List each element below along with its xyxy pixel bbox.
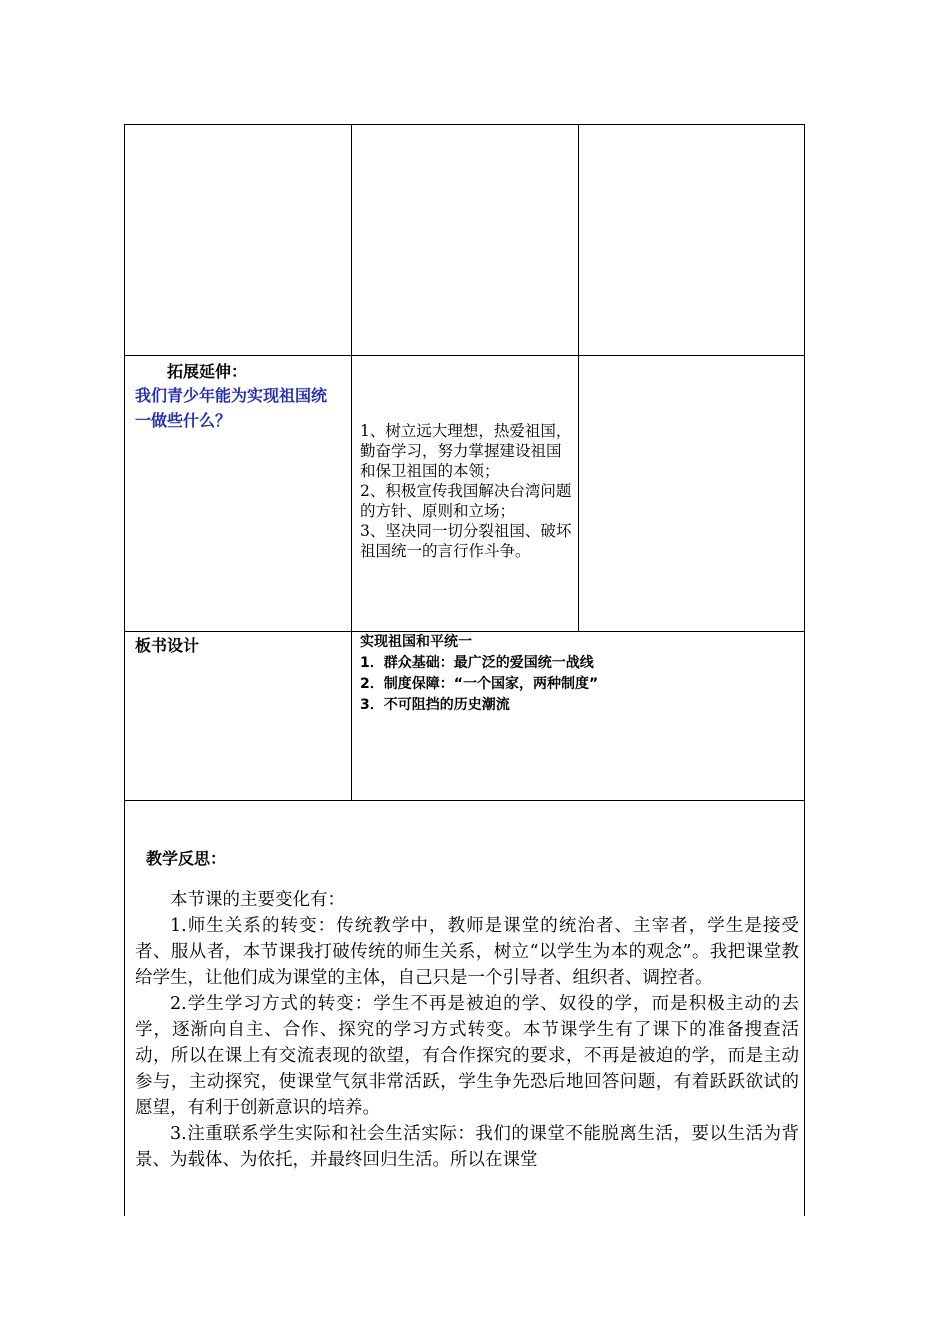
- board-item: 1．群众基础：最广泛的爱国统一战线: [360, 655, 594, 671]
- reflection-paragraph: 3.注重联系学生实际和社会生活实际：我们的课堂不能脱离生活，要以生活为背景、为载体、为依托，并最终回归生活。所以在课堂: [135, 1124, 799, 1170]
- answer-item: 1、树立远大理想，热爱祖国，勤奋学习，努力掌握建设祖国和保卫祖国的本领；: [360, 422, 572, 480]
- board-item: 3．不可阻挡的历史潮流: [360, 697, 510, 713]
- extension-title: 拓展延伸：: [167, 362, 248, 381]
- table-border-left: [124, 124, 125, 1216]
- table-border-col2: [578, 124, 579, 632]
- table-border-row1: [124, 355, 805, 356]
- reflection-paragraph: 2.学生学习方式的转变：学生不再是被迫的学、奴役的学，而是积极主动的去学，逐渐向自主、合作、探究的学习方式转变。本节课学生有了课下的准备搜查活动，所以在课上有交流表现的欲望，有合作探究的要求，不再是被迫的学，而是主动参与，主动探究，使课堂气氛非常活跃，学生争先恐后地回答问题，有着跃跃欲试的愿望，有利于创新意识的培养。: [135, 994, 799, 1118]
- reflection-paragraph: 1.师生关系的转变：传统教学中，教师是课堂的统治者、主宰者，学生是接受者、服从者，本节课我打破传统的师生关系，树立“以学生为本的观念”。我把课堂教给学生，让他们成为课堂的主体，自己只是一个引导者、组织者、调控者。: [135, 916, 799, 988]
- table-border-right: [804, 124, 805, 1216]
- board-item: 2．制度保障：“一个国家，两种制度”: [360, 676, 599, 692]
- table-border-col1: [351, 124, 352, 801]
- table-border-top: [124, 124, 805, 125]
- board-design-label: 板书设计: [135, 636, 200, 655]
- reflection-body: [135, 887, 799, 1173]
- board-title: 实现祖国和平统一: [360, 634, 472, 650]
- extension-question: 我们青少年能为实现祖国统一做些什么？: [135, 386, 328, 430]
- table-border-row3: [124, 800, 805, 801]
- answer-item: 3、坚决同一切分裂祖国、破坏祖国统一的言行作斗争。: [360, 522, 572, 560]
- answer-item: 2、积极宣传我国解决台湾问题的方针、原则和立场；: [360, 482, 572, 520]
- reflection-paragraph: 本节课的主要变化有：: [170, 890, 345, 910]
- extension-answers: [360, 421, 574, 561]
- reflection-title: 教学反思：: [146, 849, 227, 868]
- board-design-content: [360, 632, 800, 716]
